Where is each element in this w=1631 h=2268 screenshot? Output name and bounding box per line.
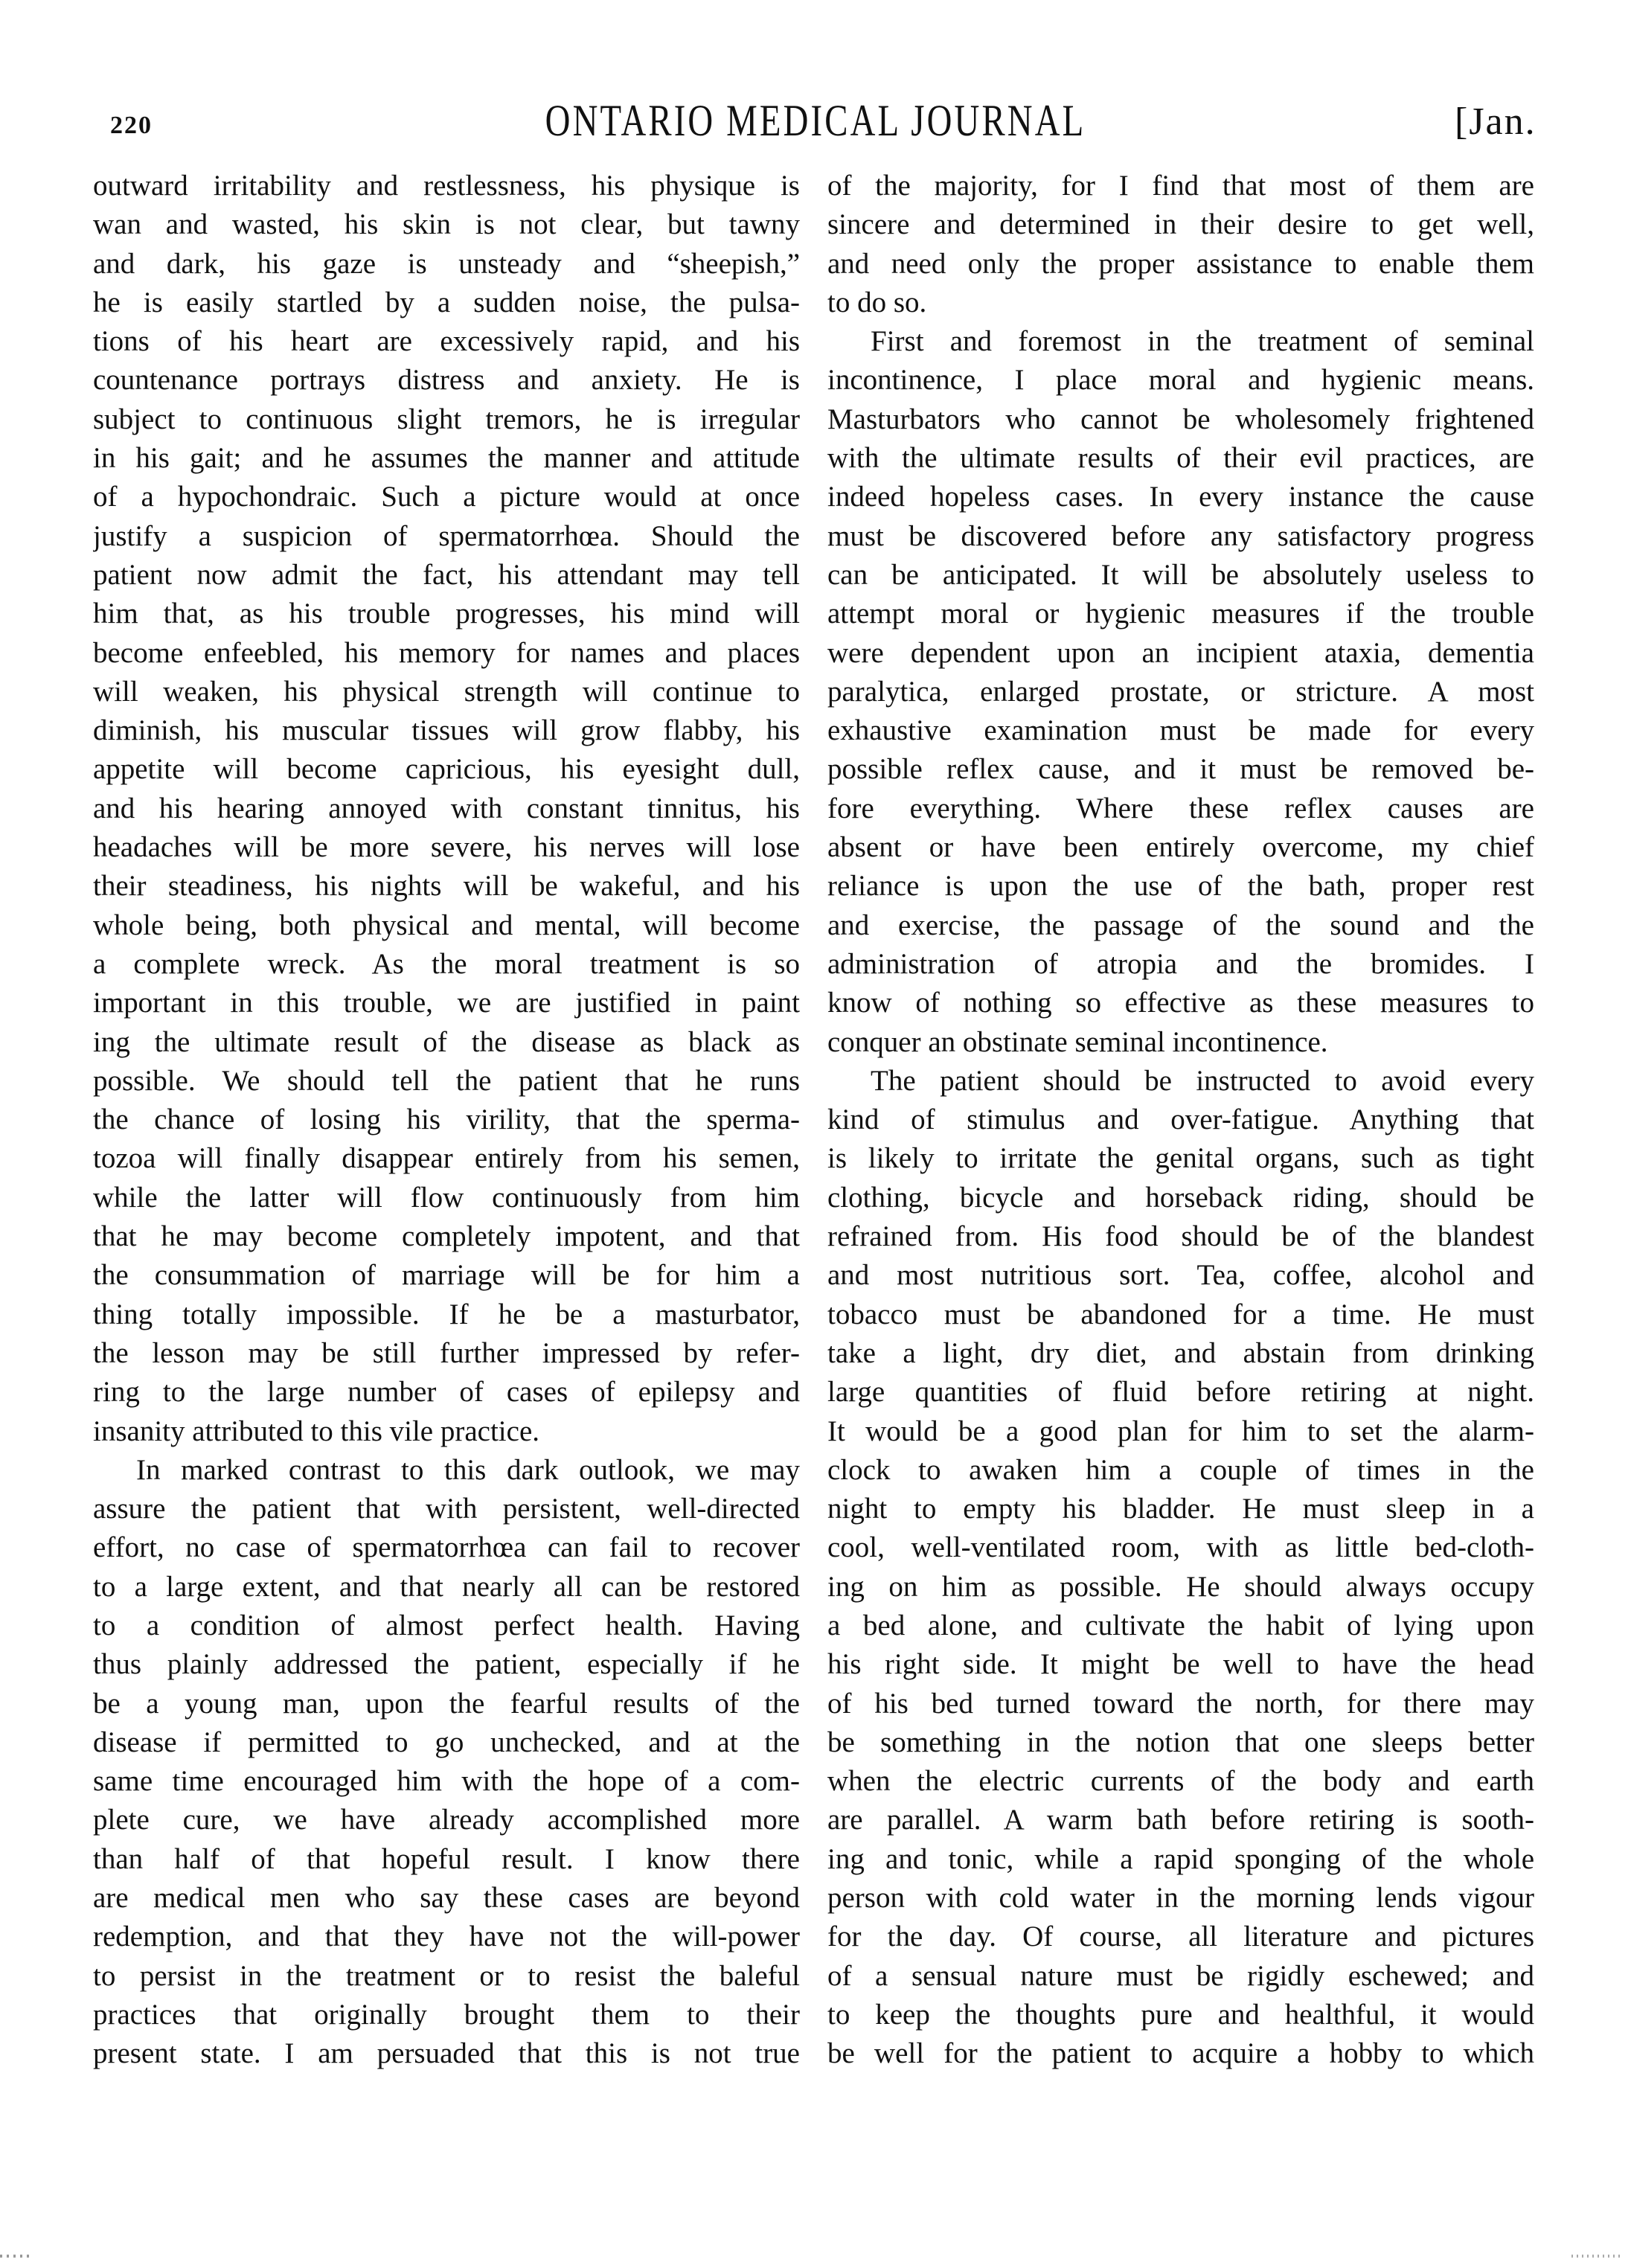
text-line: appetite will become capricious, his eyesight dull, xyxy=(93,753,800,786)
text-line: while the latter will flow continuously from him xyxy=(93,1181,800,1214)
issue-month: [Jan. xyxy=(1455,100,1537,143)
text-line: clothing, bicycle and horseback riding, should be xyxy=(827,1181,1534,1214)
text-line: patient now admit the fact, his attendant may tell xyxy=(93,558,800,591)
text-line: and need only the proper assistance to enable them xyxy=(827,247,1534,280)
text-line: It would be a good plan for him to set the alarm- xyxy=(827,1415,1534,1447)
text-line: administration of atropia and the bromides. I xyxy=(827,947,1534,980)
text-line: be well for the patient to acquire a hobby to which xyxy=(827,2037,1534,2070)
text-line: possible reflex cause, and it must be removed be- xyxy=(827,753,1534,786)
text-line: indeed hopeless cases. In every instance the cause xyxy=(827,481,1534,513)
text-line: ring to the large number of cases of epilepsy and xyxy=(93,1376,800,1409)
text-line: of his bed turned toward the north, for there may xyxy=(827,1687,1534,1720)
text-line: thing totally impossible. If he be a masturbator, xyxy=(93,1298,800,1330)
text-line: know of nothing so effective as these measures to xyxy=(827,987,1534,1019)
text-line: justify a suspicion of spermatorrhœa. Should the xyxy=(93,519,800,552)
text-line: present state. I am persuaded that this is not true xyxy=(93,2037,800,2070)
text-line: diminish, his muscular tissues will grow flabby, his xyxy=(93,714,800,747)
text-line: absent or have been entirely overcome, my chief xyxy=(827,831,1534,864)
text-line: conquer an obstinate seminal incontinence. xyxy=(827,1025,1328,1058)
text-line: reliance is upon the use of the bath, proper rest xyxy=(827,870,1534,903)
text-line: The patient should be instructed to avoid every xyxy=(871,1064,1534,1097)
text-line: a complete wreck. As the moral treatment is so xyxy=(93,947,800,980)
text-line: that he may become completely impotent, and that xyxy=(93,1220,800,1253)
running-header xyxy=(0,95,1631,155)
text-line: to a condition of almost perfect health. Having xyxy=(93,1609,800,1641)
text-line: of a sensual nature must be rigidly eschewed; and xyxy=(827,1959,1534,1992)
text-line: headaches will be more severe, his nerves will lose xyxy=(93,831,800,864)
scan-artifact xyxy=(0,2255,30,2258)
text-line: to keep the thoughts pure and healthful, it would xyxy=(827,1998,1534,2031)
text-line: tozoa will finally disappear entirely from his semen, xyxy=(93,1142,800,1175)
text-line: possible. We should tell the patient that he runs xyxy=(93,1064,800,1097)
page-number: 220 xyxy=(110,112,153,139)
text-line: their steadiness, his nights will be wakeful, and his xyxy=(93,870,800,903)
text-line: cool, well-ventilated room, with as little bed-cloth- xyxy=(827,1531,1534,1564)
text-line: insanity attributed to this vile practice. xyxy=(93,1415,540,1447)
text-line: incontinence, I place moral and hygienic means. xyxy=(827,364,1534,397)
text-line: clock to awaken him a couple of times in the xyxy=(827,1453,1534,1486)
text-line: the consummation of marriage will be for him a xyxy=(93,1259,800,1292)
journal-title: ONTARIO MEDICAL JOURNAL xyxy=(545,96,1086,145)
text-line: to do so. xyxy=(827,286,927,318)
text-line: than half of that hopeful result. I know there xyxy=(93,1842,800,1875)
text-line: of a hypochondraic. Such a picture would at once xyxy=(93,481,800,513)
text-line: First and foremost in the treatment of seminal xyxy=(871,325,1534,358)
text-line: kind of stimulus and over-fatigue. Anything that xyxy=(827,1103,1534,1136)
text-line: person with cold water in the morning lends vigour xyxy=(827,1882,1534,1915)
text-line: fore everything. Where these reflex causes are xyxy=(827,792,1534,824)
text-line: attempt moral or hygienic measures if the trouble xyxy=(827,598,1534,630)
text-line: in his gait; and he assumes the manner and attitude xyxy=(93,442,800,475)
text-line: tions of his heart are excessively rapid, and his xyxy=(93,325,800,358)
text-line: ing the ultimate result of the disease as black as xyxy=(93,1025,800,1058)
text-line: must be discovered before any satisfactory progress xyxy=(827,519,1534,552)
scan-artifact xyxy=(1571,2255,1624,2258)
text-line: is likely to irritate the genital organs, such as tight xyxy=(827,1142,1534,1175)
text-line: practices that originally brought them to their xyxy=(93,1998,800,2031)
text-line: can be anticipated. It will be absolutely useless to xyxy=(827,558,1534,591)
text-line: tobacco must be abandoned for a time. He must xyxy=(827,1298,1534,1330)
text-line: of the majority, for I find that most of them are xyxy=(827,170,1534,202)
text-line: him that, as his trouble progresses, his mind will xyxy=(93,598,800,630)
text-line: countenance portrays distress and anxiety. He is xyxy=(93,364,800,397)
text-line: the chance of losing his virility, that the sperma- xyxy=(93,1103,800,1136)
text-line: outward irritability and restlessness, his physique is xyxy=(93,170,800,202)
text-line: night to empty his bladder. He must sleep in a xyxy=(827,1493,1534,1525)
text-line: he is easily startled by a sudden noise, the pulsa- xyxy=(93,286,800,318)
text-line: his right side. It might be well to have the head xyxy=(827,1648,1534,1681)
text-line: to a large extent, and that nearly all can be restored xyxy=(93,1570,800,1603)
text-line: wan and wasted, his skin is not clear, but tawny xyxy=(93,208,800,241)
text-line: ing and tonic, while a rapid sponging of the whole xyxy=(827,1842,1534,1875)
text-line: Masturbators who cannot be wholesomely frightened xyxy=(827,403,1534,435)
text-line: when the electric currents of the body and earth xyxy=(827,1765,1534,1798)
left-column xyxy=(93,167,800,2074)
text-line: a bed alone, and cultivate the habit of lying upon xyxy=(827,1609,1534,1641)
text-line: were dependent upon an incipient ataxia, dementia xyxy=(827,636,1534,669)
text-line: disease if permitted to go unchecked, and at the xyxy=(93,1726,800,1758)
text-line: and dark, his gaze is unsteady and “sheepish,” xyxy=(93,247,800,280)
text-line: redemption, and that they have not the will-power xyxy=(93,1921,800,1953)
text-line: assure the patient that with persistent, well-directed xyxy=(93,1493,800,1525)
text-line: thus plainly addressed the patient, especially if he xyxy=(93,1648,800,1681)
text-line: and exercise, the passage of the sound and the xyxy=(827,909,1534,941)
text-line: paralytica, enlarged prostate, or stricture. A most xyxy=(827,675,1534,708)
text-line: with the ultimate results of their evil practices, are xyxy=(827,442,1534,475)
text-line: same time encouraged him with the hope of a com- xyxy=(93,1765,800,1798)
text-line: sincere and determined in their desire to get well, xyxy=(827,208,1534,241)
text-line: be something in the notion that one sleeps better xyxy=(827,1726,1534,1758)
text-line: effort, no case of spermatorrhœa can fail to recover xyxy=(93,1531,800,1564)
text-line: will weaken, his physical strength will continue to xyxy=(93,675,800,708)
text-line: In marked contrast to this dark outlook, we may xyxy=(136,1453,800,1486)
text-line: the lesson may be still further impressed by refer- xyxy=(93,1336,800,1369)
text-line: take a light, dry diet, and abstain from drinking xyxy=(827,1336,1534,1369)
text-line: to persist in the treatment or to resist the baleful xyxy=(93,1959,800,1992)
text-line: be a young man, upon the fearful results of the xyxy=(93,1687,800,1720)
text-line: become enfeebled, his memory for names and places xyxy=(93,636,800,669)
text-line: exhaustive examination must be made for every xyxy=(827,714,1534,747)
text-line: for the day. Of course, all literature and pictures xyxy=(827,1921,1534,1953)
right-column xyxy=(827,167,1534,2074)
text-line: and his hearing annoyed with constant tinnitus, his xyxy=(93,792,800,824)
text-line: large quantities of fluid before retiring at night. xyxy=(827,1376,1534,1409)
text-line: important in this trouble, we are justified in paint xyxy=(93,987,800,1019)
text-line: whole being, both physical and mental, will become xyxy=(93,909,800,941)
text-line: ing on him as possible. He should always occupy xyxy=(827,1570,1534,1603)
text-line: and most nutritious sort. Tea, coffee, alcohol and xyxy=(827,1259,1534,1292)
text-line: plete cure, we have already accomplished more xyxy=(93,1804,800,1836)
text-line: subject to continuous slight tremors, he is irregular xyxy=(93,403,800,435)
text-line: are parallel. A warm bath before retiring is sooth- xyxy=(827,1804,1534,1836)
text-line: are medical men who say these cases are beyond xyxy=(93,1882,800,1915)
text-line: refrained from. His food should be of the blandest xyxy=(827,1220,1534,1253)
